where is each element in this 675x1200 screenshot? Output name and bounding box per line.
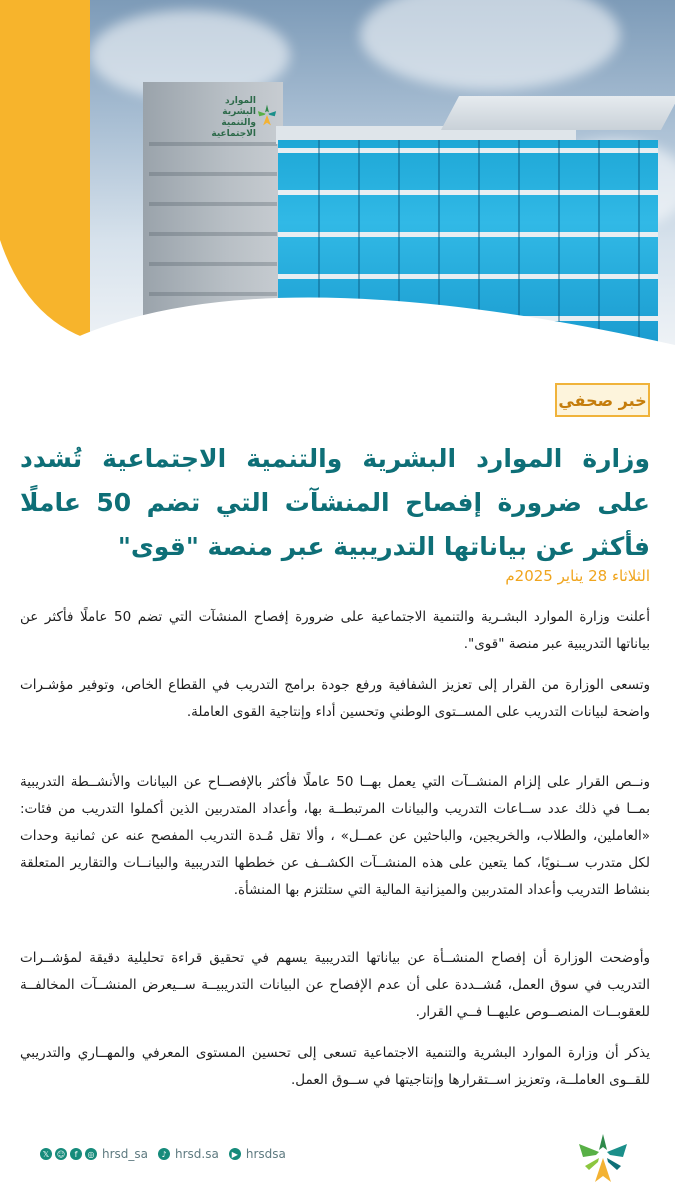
social-footer [40,1144,296,1164]
youtube-handle-group [229,1147,286,1161]
instagram-icon[interactable]: ◎ [85,1148,97,1160]
social-handle[interactable]: hrsd_sa [102,1147,149,1161]
article-paragraph-5: يذكر أن وزارة الموارد البشرية والتنمية الاجتماعية تسعى إلى تحسين المستوى المعرفي والمهــاري والتدريبي للقــوى العاملــة، وتعزيز اســتقرارها وإنتاجيتها في ســوق العمل. [20,1045,650,1088]
tiktok-handle[interactable]: hrsd.sa [175,1147,219,1161]
article-headline: وزارة الموارد البشرية والتنمية الاجتماعية تُشدد على ضرورة إفصاح المنشآت التي تضم 50 عاملًا فأكثر عن بياناتها التدريبية عبر منصة "قوى" [20,444,650,561]
hero-image [0,0,675,345]
facebook-icon[interactable]: f [70,1148,82,1160]
article-paragraph-4: وأوضحت الوزارة أن إفصاح المنشــأة عن بياناتها التدريبية يسهم في تحقيق قراءة تحليلية دقيقة لمؤشــرات التدريب في سوق العمل، مُشــددة على أن عدم الإفصاح عن البيانات التدريبيــة ســيعرض المنشــآت المخالفــة للعقوبــات المنصــوص عليهــا فــي القرار. [20,950,650,1020]
hero-white-curve [0,0,675,345]
article-paragraph-3: ونــص القرار على إلزام المنشــآت التي يعمل بهــا 50 عاملًا فأكثر بالإفصــاح عن البيانات والأنشــطة التدريبية بمــا في ذلك عدد ســاعات التدريب والبيانات المرتبطــة بها، وأعداد المتدربين الذين أكملوا التدريب من فئات: «العاملين، والطلاب، والخريجين، والباحثين عن عمــل» ، وألا تقل مُـدة التدريب المفصح عنه عن ثمانية وحدات لكل متدرب ســنويًا، كما يتعين على هذه المنشــآت الكشــف عن خططها التدريبية والبيانــات والتقارير المتعلقة بنشاط التدريب وأعداد المتدربين والميزانية المالية التي ستلتزم بها المنشأة. [20,774,650,898]
x-icon[interactable]: 𝕏 [40,1148,52,1160]
ministry-logo-icon [571,1130,635,1186]
article-date: الثلاثاء 28 يناير 2025م [505,567,650,585]
article-paragraph-1: أعلنت وزارة الموارد البشـرية والتنمية الاجتماعية على ضرورة إفصاح المنشآت التي تضم 50 عاملًا فأكثر عن بياناتها التدريبية عبر منصة "قوى". [20,609,650,652]
youtube-icon[interactable]: ▶ [229,1148,241,1160]
snapchat-icon[interactable]: ☺ [56,1149,66,1159]
building-sign-line1: الموارد البشرية [222,96,256,117]
tiktok-icon[interactable]: ♪ [158,1148,170,1160]
press-release-badge: خبر صحفي [555,383,650,417]
article-paragraph-2: وتسعى الوزارة من القرار إلى تعزيز الشفافية ورفع جودة برامج التدريب في القطاع الخاص، وتوفير مؤشـرات واضحة لبيانات التدريب على المســتوى الوطني وتحسين أداء وإنتاجية القوى العاملة. [20,677,650,720]
building-sign-line2: والتنمية الاجتماعية [211,118,256,139]
youtube-handle[interactable]: hrsdsa [245,1147,286,1161]
social-handle-group [40,1147,148,1161]
tiktok-handle-group [158,1147,219,1161]
